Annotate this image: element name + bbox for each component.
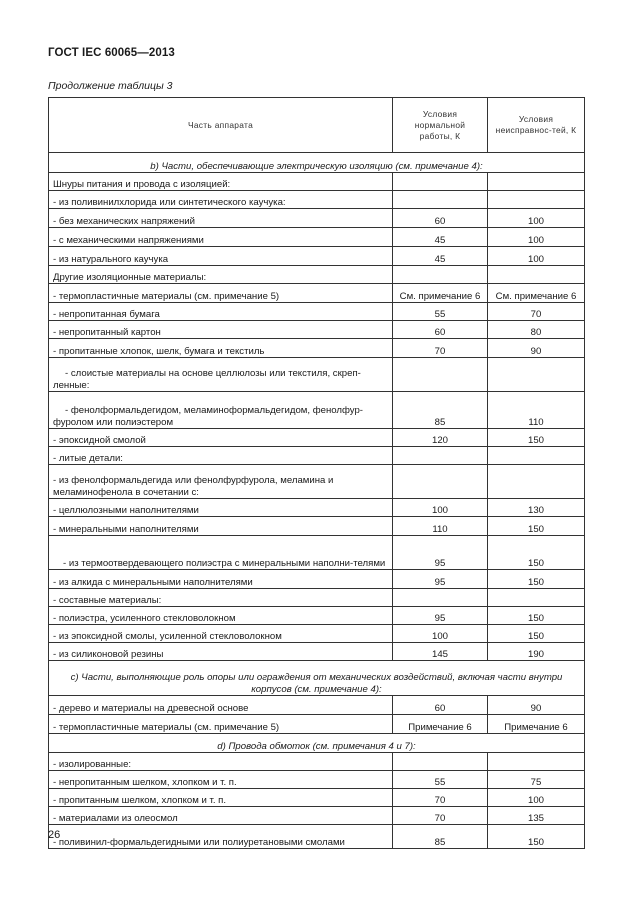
temperature-table	[48, 97, 585, 849]
part-cell: Шнуры питания и провода с изоляцией:	[49, 173, 393, 191]
normal-value-cell: 120	[393, 429, 488, 447]
document-header: ГОСТ IEC 60065—2013	[48, 47, 175, 59]
table-row	[49, 607, 585, 625]
part-cell: - непропитанным шелком, хлопком и т. п.	[49, 771, 393, 789]
normal-value-cell	[393, 753, 488, 771]
fault-value-cell: 80	[488, 321, 585, 339]
table-row	[49, 303, 585, 321]
section-title: c) Части, выполняющие роль опоры или ограждения от механических воздействий, включая части внутри корпусов (см. примечание 4):	[49, 661, 585, 696]
normal-value-cell: 70	[393, 339, 488, 358]
table-row	[49, 429, 585, 447]
table-row	[49, 173, 585, 191]
part-cell: - из натурального каучука	[49, 247, 393, 266]
table-row	[49, 447, 585, 465]
normal-value-cell: 85	[393, 392, 488, 429]
section-title: b) Части, обеспечивающие электрическую изоляцию (см. примечание 4):	[49, 153, 585, 173]
section-title: d) Провода обмоток (см. примечания 4 и 7):	[49, 734, 585, 753]
fault-value-cell: 110	[488, 392, 585, 429]
normal-value-cell: 60	[393, 321, 488, 339]
fault-value-cell: 70	[488, 303, 585, 321]
part-cell: - пропитанным шелком, хлопком и т. п.	[49, 789, 393, 807]
normal-value-cell: Примечание 6	[393, 715, 488, 734]
normal-value-cell: 95	[393, 536, 488, 570]
normal-value-cell: 60	[393, 209, 488, 228]
section-row	[49, 153, 585, 173]
normal-value-cell	[393, 589, 488, 607]
fault-value-cell: 150	[488, 607, 585, 625]
fault-value-cell: 150	[488, 825, 585, 849]
table-row	[49, 771, 585, 789]
normal-value-cell: 85	[393, 825, 488, 849]
normal-value-cell: 55	[393, 303, 488, 321]
fault-value-cell: 135	[488, 807, 585, 825]
part-cell: - непропитанная бумага	[49, 303, 393, 321]
normal-value-cell: 60	[393, 696, 488, 715]
normal-value-cell: 100	[393, 499, 488, 517]
fault-value-cell: 150	[488, 625, 585, 643]
part-cell: - материалами из олеосмол	[49, 807, 393, 825]
part-cell: - минеральными наполнителями	[49, 517, 393, 536]
part-cell: - фенолформальдегидом, меламиноформальдегидом, фенолфур-фуролом или полиэстером	[49, 392, 393, 429]
normal-value-cell: 70	[393, 789, 488, 807]
fault-value-cell	[488, 266, 585, 284]
part-cell: - непропитанный картон	[49, 321, 393, 339]
fault-value-cell: 100	[488, 228, 585, 247]
part-cell: - слоистые материалы на основе целлюлозы или текстиля, скреп-ленные:	[49, 358, 393, 392]
column-header-part: Часть аппарата	[49, 98, 393, 153]
table-row	[49, 266, 585, 284]
fault-value-cell	[488, 191, 585, 209]
part-cell: - из эпоксидной смолы, усиленной стекловолокном	[49, 625, 393, 643]
fault-value-cell: 100	[488, 789, 585, 807]
normal-value-cell: 110	[393, 517, 488, 536]
normal-value-cell: 95	[393, 570, 488, 589]
fault-value-cell: 190	[488, 643, 585, 661]
normal-value-cell: 70	[393, 807, 488, 825]
table-row	[49, 191, 585, 209]
part-cell: - полиэстра, усиленного стекловолокном	[49, 607, 393, 625]
fault-value-cell	[488, 465, 585, 499]
table-row	[49, 339, 585, 358]
table-row	[49, 807, 585, 825]
normal-value-cell: 45	[393, 247, 488, 266]
fault-value-cell: 90	[488, 339, 585, 358]
normal-value-cell	[393, 465, 488, 499]
fault-value-cell	[488, 447, 585, 465]
table-continuation-caption: Продолжение таблицы 3	[48, 80, 173, 92]
fault-value-cell: Примечание 6	[488, 715, 585, 734]
column-header-fault: Условия неисправнос-тей, К	[488, 98, 585, 153]
table-row	[49, 392, 585, 429]
part-cell: - термопластичные материалы (см. примечание 5)	[49, 284, 393, 303]
fault-value-cell	[488, 358, 585, 392]
part-cell: - составные материалы:	[49, 589, 393, 607]
normal-value-cell: 145	[393, 643, 488, 661]
fault-value-cell: 100	[488, 209, 585, 228]
table-row	[49, 625, 585, 643]
part-cell: - поливинил-формальдегидными или полиуретановыми смолами	[49, 825, 393, 849]
fault-value-cell: 150	[488, 517, 585, 536]
table-row	[49, 321, 585, 339]
part-cell: - из фенолформальдегида или фенолфурфурола, меламина и меламинофенола в сочетании с:	[49, 465, 393, 499]
fault-value-cell: 90	[488, 696, 585, 715]
table-body	[49, 153, 585, 849]
normal-value-cell	[393, 266, 488, 284]
part-cell: - с механическими напряжениями	[49, 228, 393, 247]
fault-value-cell: 150	[488, 536, 585, 570]
normal-value-cell: 100	[393, 625, 488, 643]
normal-value-cell: 45	[393, 228, 488, 247]
fault-value-cell: См. примечание 6	[488, 284, 585, 303]
table-row	[49, 209, 585, 228]
part-cell: - пропитанные хлопок, шелк, бумага и текстиль	[49, 339, 393, 358]
table-row	[49, 499, 585, 517]
part-cell: - литые детали:	[49, 447, 393, 465]
table-row	[49, 465, 585, 499]
normal-value-cell	[393, 173, 488, 191]
fault-value-cell	[488, 173, 585, 191]
part-cell: Другие изоляционные материалы:	[49, 266, 393, 284]
table-row	[49, 753, 585, 771]
normal-value-cell: 55	[393, 771, 488, 789]
page-number: 26	[48, 829, 61, 841]
section-row	[49, 734, 585, 753]
column-header-normal: Условия нормальной работы, К	[393, 98, 488, 153]
table-row	[49, 715, 585, 734]
table-row	[49, 358, 585, 392]
part-cell: - из термоотвердевающего полиэстра с минеральными наполни-телями	[49, 536, 393, 570]
normal-value-cell: См. примечание 6	[393, 284, 488, 303]
normal-value-cell	[393, 191, 488, 209]
table-row	[49, 570, 585, 589]
table-row	[49, 789, 585, 807]
part-cell: - без механических напряжений	[49, 209, 393, 228]
table-row	[49, 228, 585, 247]
part-cell: - изолированные:	[49, 753, 393, 771]
fault-value-cell: 150	[488, 429, 585, 447]
table-row	[49, 825, 585, 849]
section-row	[49, 661, 585, 696]
part-cell: - эпоксидной смолой	[49, 429, 393, 447]
fault-value-cell: 130	[488, 499, 585, 517]
fault-value-cell	[488, 753, 585, 771]
fault-value-cell: 150	[488, 570, 585, 589]
part-cell: - целлюлозными наполнителями	[49, 499, 393, 517]
fault-value-cell	[488, 589, 585, 607]
table-row	[49, 589, 585, 607]
table-row	[49, 643, 585, 661]
normal-value-cell: 95	[393, 607, 488, 625]
part-cell: - термопластичные материалы (см. примечание 5)	[49, 715, 393, 734]
fault-value-cell: 75	[488, 771, 585, 789]
part-cell: - из поливинилхлорида или синтетического каучука:	[49, 191, 393, 209]
normal-value-cell	[393, 447, 488, 465]
part-cell: - из алкида с минеральными наполнителями	[49, 570, 393, 589]
table-row	[49, 536, 585, 570]
part-cell: - из силиконовой резины	[49, 643, 393, 661]
fault-value-cell: 100	[488, 247, 585, 266]
normal-value-cell	[393, 358, 488, 392]
table-row	[49, 696, 585, 715]
table-row	[49, 517, 585, 536]
part-cell: - дерево и материалы на древесной основе	[49, 696, 393, 715]
table-row	[49, 284, 585, 303]
table-row	[49, 247, 585, 266]
